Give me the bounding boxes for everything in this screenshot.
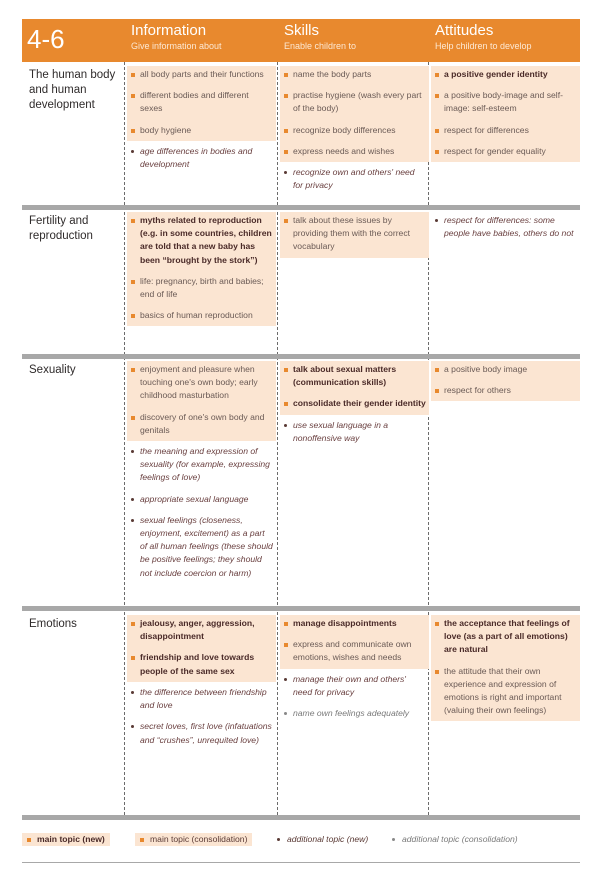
row-label: The human body and human development	[29, 69, 116, 111]
row-label: Fertility and reproduction	[29, 215, 93, 242]
list-item: use sexual language in a nonoffensive way	[283, 419, 426, 445]
list-item: sexual feelings (closeness, enjoyment, excitement) as a part of all human feelings (these should be positive feelings; they should not include coercion or harm)	[130, 514, 273, 580]
bottom-rule	[22, 862, 580, 863]
list-item: myths related to reproduction (e.g. in some countries, children are told that a new baby has been “brought by the stork”)	[130, 214, 273, 267]
legend-item: main topic (consolidation)	[135, 833, 252, 846]
list-item: the meaning and expression of sexuality (for example, expressing feelings of love)	[130, 445, 273, 485]
column-title: Skills	[284, 22, 320, 39]
skills-cell	[280, 212, 429, 258]
list-item: express needs and wishes	[283, 145, 426, 158]
row-separator	[22, 205, 580, 210]
legend-item: additional topic (consolidation)	[387, 833, 523, 846]
list-item: body hygiene	[130, 124, 273, 137]
table-header	[22, 19, 580, 62]
list-item: talk about these issues by providing them with the correct vocabulary	[283, 214, 426, 254]
info-cell	[127, 443, 276, 584]
column-subtitle: Enable children to	[284, 41, 357, 51]
attitudes-cell	[431, 66, 580, 162]
list-item: respect for others	[434, 384, 577, 397]
list-item: express and communicate own emotions, wishes and needs	[283, 638, 426, 664]
legend-item: additional topic (new)	[272, 833, 373, 846]
info-cell	[127, 361, 276, 441]
list-item: age differences in bodies and development	[130, 145, 273, 171]
row-separator	[22, 606, 580, 611]
list-item: name the body parts	[283, 68, 426, 81]
list-item: life: pregnancy, birth and babies; end of life	[130, 275, 273, 301]
column-header-information	[131, 22, 222, 53]
column-divider	[124, 62, 125, 820]
attitudes-cell	[431, 361, 580, 401]
skills-cell	[280, 671, 429, 725]
list-item: a positive gender identity	[434, 68, 577, 81]
list-item: all body parts and their functions	[130, 68, 273, 81]
row-separator	[22, 815, 580, 820]
list-item: friendship and love towards people of the same sex	[130, 651, 273, 677]
skills-cell	[280, 164, 429, 196]
list-item: enjoyment and pleasure when touching one's own body; early childhood masturbation	[130, 363, 273, 403]
column-title: Attitudes	[435, 22, 494, 39]
column-header-attitudes	[435, 22, 532, 53]
list-item: the acceptance that feelings of love (as a part of all emotions) are natural	[434, 617, 577, 657]
info-cell	[127, 684, 276, 751]
attitudes-cell	[431, 615, 580, 721]
list-item: the attitude that their own experience and expression of emotions is right and important (valuing their own feelings)	[434, 665, 577, 718]
list-item: manage their own and others' need for privacy	[283, 673, 426, 699]
attitudes-cell	[431, 212, 580, 244]
list-item: recognize own and others' need for privacy	[283, 166, 426, 192]
list-item: consolidate their gender identity	[283, 397, 426, 410]
row-label: Sexuality	[29, 364, 76, 376]
skills-cell	[280, 66, 429, 162]
row-label: Emotions	[29, 618, 77, 630]
column-header-skills	[284, 22, 356, 53]
row-separator	[22, 354, 580, 359]
age-group-title: 4-6	[27, 24, 65, 54]
list-item: respect for differences	[434, 124, 577, 137]
list-item: basics of human reproduction	[130, 309, 273, 322]
skills-cell	[280, 361, 429, 415]
column-title: Information	[131, 22, 207, 39]
legend	[22, 830, 580, 850]
info-cell	[127, 212, 276, 326]
column-divider	[277, 62, 278, 820]
list-item: appropriate sexual language	[130, 493, 273, 506]
skills-cell	[280, 615, 429, 669]
list-item: the difference between friendship and love	[130, 686, 273, 712]
list-item: secret loves, first love (infatuations and “crushes”, unrequited love)	[130, 720, 273, 746]
list-item: talk about sexual matters (communication skills)	[283, 363, 426, 389]
column-subtitle: Help children to develop	[435, 41, 532, 51]
skills-cell	[280, 417, 429, 449]
info-cell	[127, 615, 276, 682]
list-item: respect for gender equality	[434, 145, 577, 158]
list-item: respect for differences: some people have babies, others do not	[434, 214, 577, 240]
list-item: recognize body differences	[283, 124, 426, 137]
list-item: different bodies and different sexes	[130, 89, 273, 115]
list-item: practise hygiene (wash every part of the body)	[283, 89, 426, 115]
list-item: a positive body-image and self-image: self-esteem	[434, 89, 577, 115]
list-item: manage disappointments	[283, 617, 426, 630]
info-cell	[127, 66, 276, 141]
info-cell	[127, 143, 276, 175]
list-item: name own feelings adequately	[283, 707, 426, 720]
list-item: discovery of one's own body and genitals	[130, 411, 273, 437]
list-item: jealousy, anger, aggression, disappointment	[130, 617, 273, 643]
list-item: a positive body image	[434, 363, 577, 376]
column-subtitle: Give information about	[131, 41, 222, 51]
legend-item: main topic (new)	[22, 833, 110, 846]
